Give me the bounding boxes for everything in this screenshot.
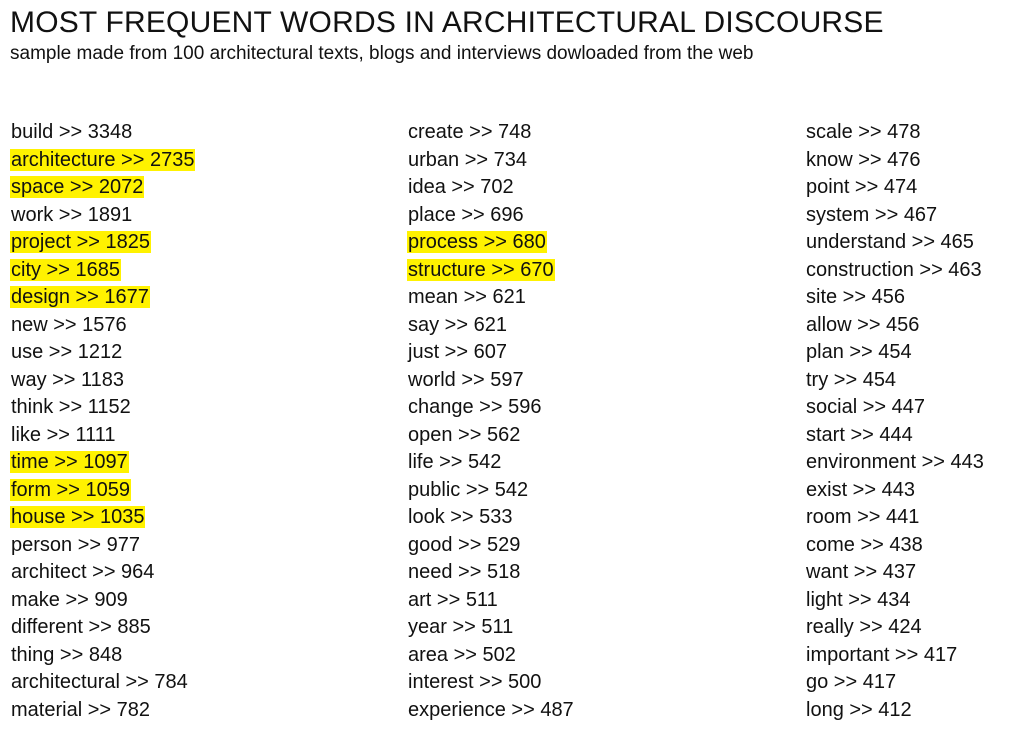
word-frequency-text: thing >> 848 (11, 643, 123, 666)
word-frequency-text: architectural >> 784 (11, 671, 188, 693)
word-frequency-text: urban >> 734 (408, 148, 527, 171)
word-frequency-text: look >> 533 (408, 506, 513, 528)
word-entry (407, 174, 575, 202)
word-entry (805, 614, 985, 642)
word-entry (407, 312, 575, 340)
highlighted-word-entry (10, 147, 195, 175)
word-frequency-text: house >> 1035 (11, 506, 145, 528)
word-entry (407, 587, 575, 615)
word-frequency-text: scale >> 478 (806, 121, 921, 143)
word-frequency-text: process >> 680 (408, 231, 546, 253)
word-entry (407, 449, 575, 477)
word-frequency-text: interest >> 500 (408, 671, 542, 693)
word-frequency-text: try >> 454 (806, 368, 897, 391)
highlighted-word-entry (10, 504, 195, 532)
word-entry (407, 147, 575, 175)
highlighted-word-entry (10, 284, 195, 312)
word-frequency-text: environment >> 443 (806, 451, 984, 473)
word-frequency-text: need >> 518 (408, 561, 521, 583)
word-frequency-text: construction >> 463 (806, 258, 982, 281)
word-frequency-text: plan >> 454 (806, 341, 912, 363)
highlighted-word-entry (10, 174, 195, 202)
word-frequency-text: city >> 1685 (11, 258, 120, 281)
highlighted-word-entry (10, 477, 195, 505)
word-entry (10, 614, 195, 642)
highlighted-word-entry (10, 449, 195, 477)
word-frequency-text: life >> 542 (408, 451, 502, 473)
word-entry (805, 312, 985, 340)
word-entry (10, 339, 195, 367)
word-frequency-text: social >> 447 (806, 396, 925, 418)
word-entry (10, 669, 195, 697)
word-frequency-text: point >> 474 (806, 176, 918, 198)
word-frequency-text: know >> 476 (806, 148, 921, 171)
word-column-3 (805, 119, 985, 724)
word-frequency-text: person >> 977 (11, 533, 140, 556)
word-entry (407, 642, 575, 670)
word-entry (805, 174, 985, 202)
word-entry (805, 422, 985, 450)
word-frequency-text: different >> 885 (11, 616, 151, 638)
word-entry (805, 119, 985, 147)
word-entry (805, 642, 985, 670)
word-frequency-text: area >> 502 (408, 643, 516, 666)
word-frequency-text: work >> 1891 (11, 203, 133, 226)
word-frequency-text: way >> 1183 (11, 368, 125, 391)
word-frequency-text: idea >> 702 (408, 176, 514, 198)
word-entry (407, 697, 575, 725)
word-entry (805, 257, 985, 285)
word-frequency-text: change >> 596 (408, 396, 542, 418)
word-frequency-text: project >> 1825 (11, 231, 150, 253)
word-frequency-text: art >> 511 (408, 588, 498, 611)
word-frequency-text: open >> 562 (408, 423, 521, 446)
word-entry (805, 284, 985, 312)
word-entry (10, 202, 195, 230)
word-entry (10, 312, 195, 340)
word-frequency-text: public >> 542 (408, 478, 529, 501)
word-frequency-text: go >> 417 (806, 671, 897, 693)
word-frequency-text: system >> 467 (806, 203, 938, 226)
word-frequency-text: material >> 782 (11, 698, 150, 721)
word-frequency-text: new >> 1576 (11, 313, 127, 336)
word-frequency-text: architecture >> 2735 (11, 148, 195, 171)
word-frequency-text: place >> 696 (408, 203, 524, 226)
word-frequency-text: time >> 1097 (11, 451, 128, 473)
word-entry (407, 394, 575, 422)
word-frequency-text: come >> 438 (806, 533, 923, 556)
word-frequency-text: really >> 424 (806, 616, 922, 638)
word-column-1 (10, 119, 195, 724)
word-frequency-text: form >> 1059 (11, 478, 130, 501)
word-entry (10, 532, 195, 560)
word-entry (10, 422, 195, 450)
word-frequency-text: build >> 3348 (11, 121, 133, 143)
word-frequency-text: important >> 417 (806, 643, 958, 666)
word-entry (805, 202, 985, 230)
word-frequency-text: good >> 529 (408, 533, 521, 556)
word-frequency-text: understand >> 465 (806, 231, 974, 253)
word-entry (805, 669, 985, 697)
word-entry (805, 587, 985, 615)
word-frequency-text: architect >> 964 (11, 561, 155, 583)
word-entry (407, 477, 575, 505)
word-frequency-text: create >> 748 (408, 121, 532, 143)
word-entry (407, 119, 575, 147)
word-frequency-text: like >> 1111 (11, 423, 116, 446)
word-frequency-text: long >> 412 (806, 698, 912, 721)
word-entry (805, 229, 985, 257)
word-frequency-text: allow >> 456 (806, 313, 920, 336)
word-entry (805, 394, 985, 422)
word-entry (805, 339, 985, 367)
word-entry (407, 284, 575, 312)
word-entry (805, 532, 985, 560)
word-column-2 (407, 119, 575, 724)
word-entry (407, 504, 575, 532)
word-entry (10, 559, 195, 587)
word-frequency-text: room >> 441 (806, 506, 920, 528)
word-frequency-text: use >> 1212 (11, 341, 123, 363)
word-entry (805, 367, 985, 395)
word-frequency-text: want >> 437 (806, 561, 917, 583)
word-entry (10, 587, 195, 615)
word-entry (407, 669, 575, 697)
word-entry (407, 532, 575, 560)
word-entry (407, 614, 575, 642)
word-entry (10, 367, 195, 395)
page-subtitle: sample made from 100 architectural texts, blogs and interviews dowloaded from the web (10, 43, 754, 64)
word-entry (10, 642, 195, 670)
word-entry (407, 367, 575, 395)
word-entry (10, 119, 195, 147)
word-entry (407, 202, 575, 230)
word-frequency-text: mean >> 621 (408, 286, 526, 308)
word-frequency-text: structure >> 670 (408, 258, 554, 281)
highlighted-word-entry (407, 229, 575, 257)
word-frequency-text: exist >> 443 (806, 478, 915, 501)
word-entry (805, 697, 985, 725)
word-frequency-text: think >> 1152 (11, 396, 131, 418)
word-frequency-text: design >> 1677 (11, 286, 149, 308)
word-frequency-text: experience >> 487 (408, 698, 574, 721)
word-entry (805, 449, 985, 477)
word-entry (805, 147, 985, 175)
word-entry (407, 339, 575, 367)
highlighted-word-entry (10, 229, 195, 257)
word-frequency-text: light >> 434 (806, 588, 911, 611)
highlighted-word-entry (10, 257, 195, 285)
word-frequency-text: year >> 511 (408, 616, 514, 638)
word-entry (805, 477, 985, 505)
word-entry (407, 422, 575, 450)
word-entry (10, 697, 195, 725)
word-frequency-text: space >> 2072 (11, 176, 144, 198)
word-entry (10, 394, 195, 422)
word-frequency-text: say >> 621 (408, 313, 507, 336)
word-frequency-text: start >> 444 (806, 423, 913, 446)
word-frequency-text: just >> 607 (408, 341, 507, 363)
word-frequency-text: world >> 597 (408, 368, 524, 391)
word-entry (805, 559, 985, 587)
word-frequency-text: site >> 456 (806, 286, 905, 308)
word-entry (805, 504, 985, 532)
page-title: MOST FREQUENT WORDS IN ARCHITECTURAL DISCOURSE (10, 6, 884, 39)
highlighted-word-entry (407, 257, 575, 285)
word-entry (407, 559, 575, 587)
word-frequency-text: make >> 909 (11, 588, 128, 611)
